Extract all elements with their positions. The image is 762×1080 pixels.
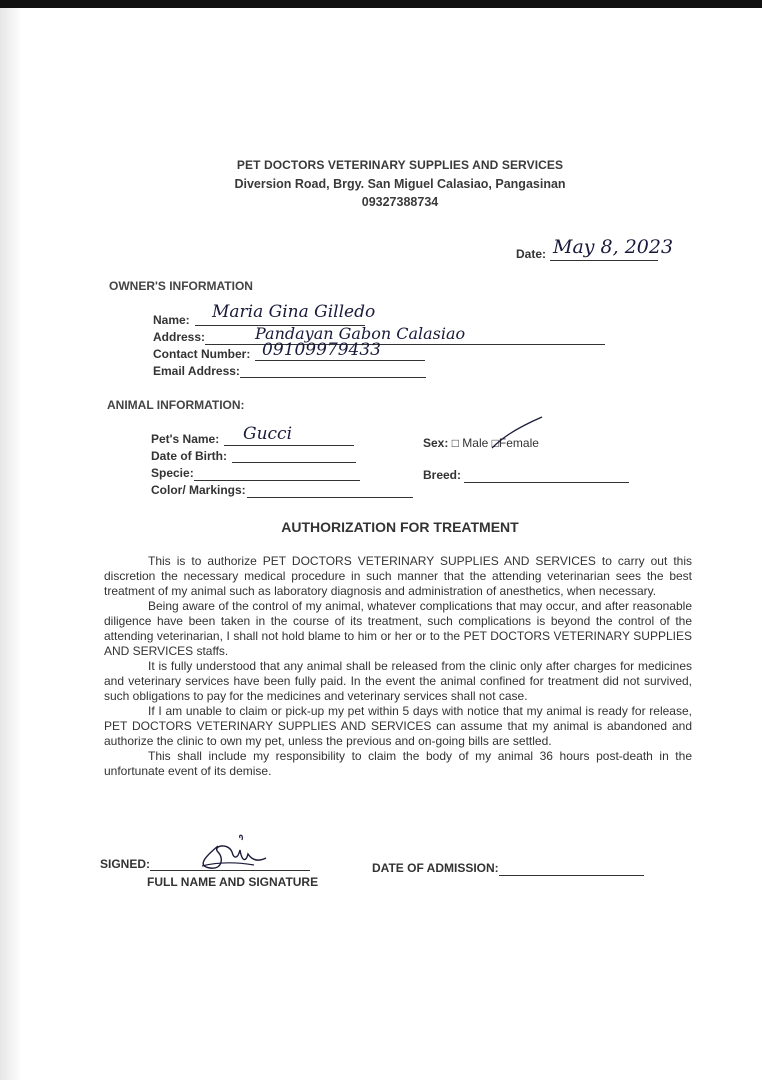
breed-line	[464, 482, 629, 483]
owner-contact-value: 09109979433	[262, 340, 381, 360]
owner-address-value: Pandayan Gabon Calasiao	[255, 324, 466, 343]
authorization-body	[104, 554, 692, 779]
company-name: PET DOCTORS VETERINARY SUPPLIES AND SERVICES	[236, 158, 564, 172]
owner-name-label: Name:	[153, 313, 190, 327]
company-phone: 09327388734	[361, 195, 439, 209]
male-label: Male	[462, 436, 489, 450]
owner-section-label: OWNER'S INFORMATION	[109, 279, 253, 293]
sex-label: Sex:	[423, 436, 449, 450]
female-checkbox[interactable]: □	[491, 436, 499, 450]
paragraph-release: It is fully understood that any animal shall be released from the clinic only after charges for medicines and veterinary services have been fully paid. In the event the animal confined for treatment did not survived, such obligations to pay for the medicines and veterinary services shall not case.	[104, 659, 692, 703]
signed-label: SIGNED:	[100, 857, 151, 871]
color-markings-label: Color/ Markings:	[151, 483, 246, 497]
signature-caption: FULL NAME AND SIGNATURE	[147, 875, 319, 889]
pet-name-value: Gucci	[243, 424, 293, 444]
paragraph-abandonment: If I am unable to claim or pick-up my pet within 5 days with notice that my animal is ready for release, PET DOCTORS VETERINARY SUPPLIES AND SERVICES can assume that my animal is abandoned and authorize the clinic to own my pet, unless the previous and on-going bills are settled.	[104, 704, 692, 748]
specie-label: Specie:	[151, 466, 194, 480]
dob-line	[232, 462, 356, 463]
owner-address-label: Address:	[153, 330, 206, 344]
date-line	[550, 260, 658, 261]
breed-label: Breed:	[423, 468, 462, 482]
female-check-mark	[488, 414, 548, 454]
date-of-admission-line	[499, 875, 644, 876]
paragraph-remains: This shall include my responsibility to claim the body of my animal 36 hours post-death in the unfortunate event of its demise.	[104, 749, 692, 778]
specie-line	[194, 480, 360, 481]
female-label: Female	[498, 436, 539, 450]
owner-email-line	[240, 377, 426, 378]
paragraph-authorize: This is to authorize PET DOCTORS VETERINARY SUPPLIES AND SERVICES to carry out this discretion the necessary medical procedure in such manner that the attending veterinarian sees the best treatment of my animal such as laboratory diagnosis and administration of anesthetics, when necessary.	[104, 554, 692, 598]
company-address: Diversion Road, Brgy. San Miguel Calasiao, Pangasinan	[234, 177, 566, 191]
owner-contact-label: Contact Number:	[153, 347, 251, 361]
handwritten-signature	[188, 832, 278, 878]
owner-name-value: Maria Gina Gilledo	[212, 302, 376, 322]
animal-section-label: ANIMAL INFORMATION:	[107, 398, 245, 412]
dob-label: Date of Birth:	[151, 449, 227, 463]
male-checkbox[interactable]: □	[451, 436, 459, 450]
pet-name-line	[224, 445, 354, 446]
date-value: May 8, 2023	[553, 236, 674, 258]
color-markings-line	[247, 497, 413, 498]
date-of-admission-label: DATE OF ADMISSION:	[372, 861, 499, 875]
owner-contact-line	[255, 360, 425, 361]
paragraph-complications: Being aware of the control of my animal, whatever complications that may occur, and after reasonable diligence have been taken in the course of its treatment, such complications is beyond the control of the attending veterinarian, I shall not hold blame to him or her or to the PET DOCTORS VETERINARY SUPPLIES AND SERVICES staffs.	[104, 599, 692, 658]
pet-name-label: Pet's Name:	[151, 432, 220, 446]
date-label: Date:	[516, 247, 547, 261]
authorization-title: AUTHORIZATION FOR TREATMENT	[281, 519, 519, 535]
owner-email-label: Email Address:	[153, 364, 240, 378]
